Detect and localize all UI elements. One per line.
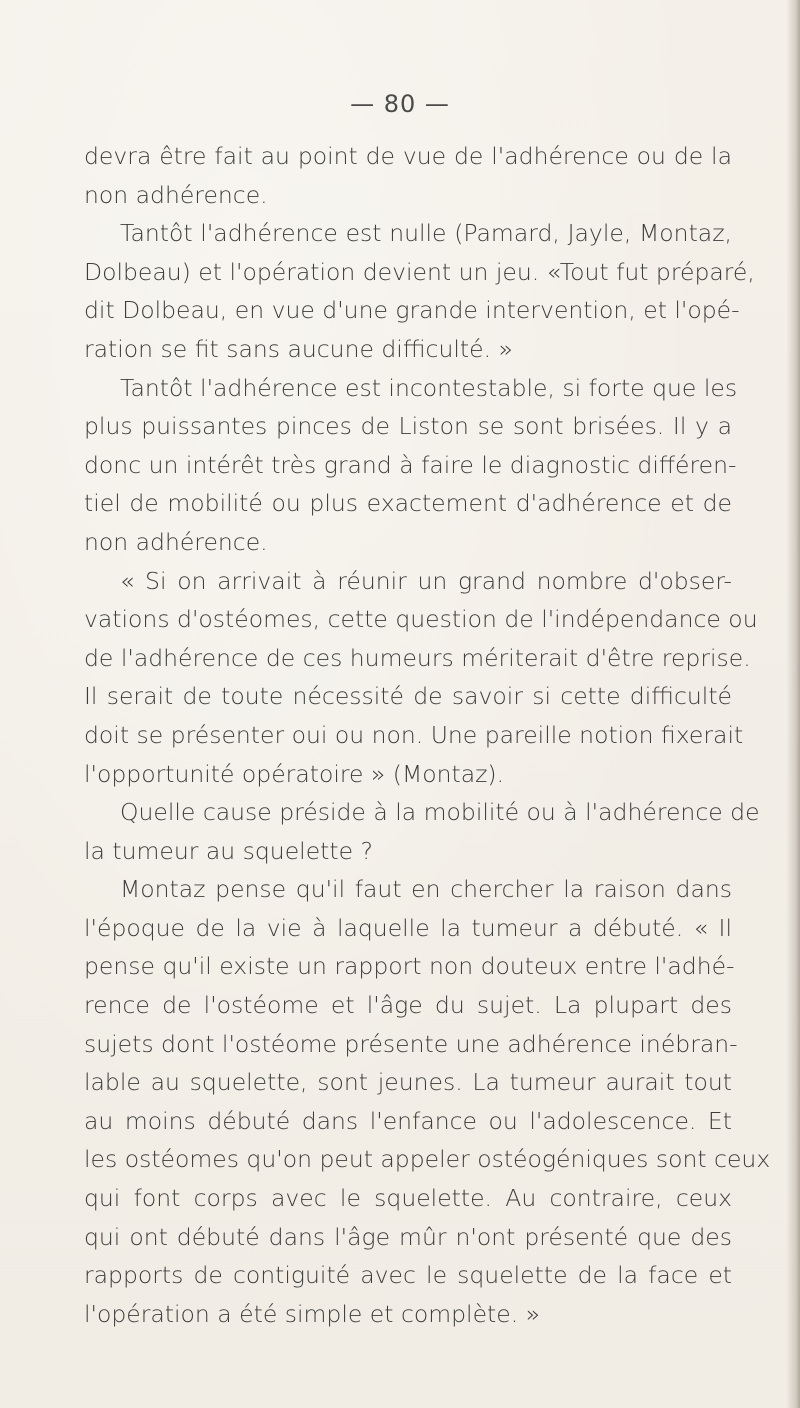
- text-line: vations d'ostéomes, cette question de l'indépendance ou: [84, 605, 758, 634]
- page-edge-shadow: [786, 0, 800, 1408]
- text-line: Dolbeau) et l'opération devient un jeu. «Tout fut préparé,: [84, 257, 755, 286]
- text-line: dit Dolbeau, en vue d'une grande intervention, et l'opé-: [84, 296, 740, 325]
- text-line: ration se fit sans aucune difficulté. »: [84, 334, 513, 363]
- text-line: Quelle cause préside à la mobilité ou à l'adhérence de: [120, 798, 760, 827]
- text-line: pense qu'il existe un rapport non douteux entre l'adhé-: [84, 952, 735, 981]
- text-line: rapports de contiguité avec le squelette de la face et: [84, 1261, 732, 1290]
- text-line: tiel de mobilité ou plus exactement d'adhérence et de: [84, 489, 732, 518]
- text-line: Tantôt l'adhérence est incontestable, si forte que les: [120, 373, 738, 402]
- page-number: — 80 —: [350, 90, 450, 118]
- text-line: les ostéomes qu'on peut appeler ostéogéniques sont ceux: [84, 1145, 771, 1174]
- text-line: qui font corps avec le squelette. Au contraire, ceux: [84, 1184, 732, 1213]
- text-line: l'époque de la vie à laquelle la tumeur a débuté. « Il: [84, 913, 732, 942]
- text-line: qui ont débuté dans l'âge mûr n'ont présenté que des: [84, 1222, 732, 1251]
- text-line: Tantôt l'adhérence est nulle (Pamard, Jayle, Montaz,: [120, 219, 732, 248]
- text-line: lable au squelette, sont jeunes. La tumeur aurait tout: [84, 1068, 732, 1097]
- text-line: Montaz pense qu'il faut en chercher la raison dans: [120, 875, 732, 904]
- text-line: non adhérence.: [84, 527, 268, 556]
- text-line: rence de l'ostéome et l'âge du sujet. La plupart des: [84, 991, 732, 1020]
- text-line: la tumeur au squelette ?: [84, 836, 373, 865]
- text-line: sujets dont l'ostéome présente une adhérence inébran-: [84, 1029, 738, 1058]
- text-line: non adhérence.: [84, 180, 268, 209]
- text-line: l'opération a été simple et complète. »: [84, 1299, 541, 1328]
- text-line: Il serait de toute nécessité de savoir si cette difficulté: [84, 682, 732, 711]
- text-line: de l'adhérence de ces humeurs mériterait d'être reprise.: [84, 643, 751, 672]
- text-line: « Si on arrivait à réunir un grand nombre d'obser-: [120, 566, 732, 595]
- text-line: plus puissantes pinces de Liston se sont brisées. Il y a: [84, 412, 732, 441]
- body-text: [84, 137, 771, 1333]
- text-line: l'opportunité opératoire » (Montaz).: [84, 759, 505, 788]
- text-line: au moins débuté dans l'enfance ou l'adolescence. Et: [84, 1106, 732, 1135]
- text-line: donc un intérêt très grand à faire le diagnostic différen-: [84, 450, 737, 479]
- text-line: doit se présenter oui ou non. Une pareille notion fixerait: [84, 720, 744, 749]
- text-line: devra être fait au point de vue de l'adhérence ou de la: [84, 142, 732, 170]
